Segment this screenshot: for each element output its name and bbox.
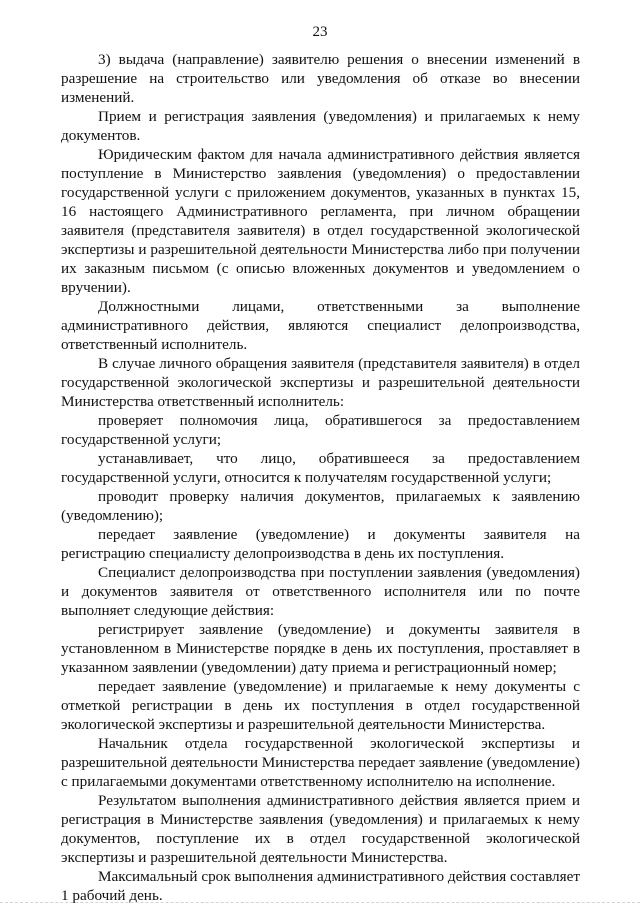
paragraph-check-documents: проводит проверку наличия документов, прилагаемых к заявлению (уведомлению); — [61, 488, 580, 524]
paragraph-department-head: Начальник отдела государственной экологической экспертизы и разрешительной деятельности Министерства передает заявление (уведомление) с прилагаемыми документами ответственному исполнителю на исполнение. — [61, 735, 580, 790]
page-number: 23 — [312, 24, 328, 40]
paragraph-transfers-to-department: передает заявление (уведомление) и прилагаемые к нему документы с отметкой регистрации в день их поступления в отдел государственной экологической экспертизы и разрешительной деятельности Министерства. — [61, 678, 580, 733]
paragraph-max-term: Максимальный срок выполнения административного действия составляет 1 рабочий день. — [61, 868, 580, 904]
paragraph-transfer-registration: передает заявление (уведомление) и документы заявителя на регистрацию специалисту делопроизводства в день их поступления. — [61, 526, 580, 562]
paragraph-decision-issuance: 3) выдача (направление) заявителю решения о внесении изменений в разрешение на строительство или уведомления об отказе во внесении изменений. — [61, 51, 580, 106]
paragraph-legal-fact: Юридическим фактом для начала административного действия является поступление в Министерство заявления (уведомления) о предоставлении государственной услуги с приложением документов, указанных в пунктах 15, 16 настоящего Административного регламента, при личном обращении заявителя (представителя заявителя) в отдел государственной экологической экспертизы и разрешительной деятельности Министерства либо при получении их заказным письмом (с описью вложенных документов и уведомлением о вручении). — [61, 146, 580, 296]
paragraph-responsible-officials: Должностными лицами, ответственными за выполнение административного действия, являются специалист делопроизводства, ответственный исполнитель. — [61, 298, 580, 353]
paragraph-personal-appeal: В случае личного обращения заявителя (представителя заявителя) в отдел государственной экологической экспертизы и разрешительной деятельности Министерства ответственный исполнитель: — [61, 355, 580, 410]
paragraph-establish-recipient: устанавливает, что лицо, обратившееся за предоставлением государственной услуги, относится к получателям государственной услуги; — [61, 450, 580, 486]
paragraph-result: Результатом выполнения административного действия является прием и регистрация в Министерстве заявления (уведомления) и прилагаемых к нему документов, поступление их в отдел государственной экологической экспертизы и разрешительной деятельности Министерства. — [61, 792, 580, 866]
paragraph-registers: регистрирует заявление (уведомление) и документы заявителя в установленном в Министерстве порядке в день их поступления, проставляет в указанном заявлении (уведомлении) дату приема и регистрационный номер; — [61, 621, 580, 676]
paragraph-check-authority: проверяет полномочия лица, обратившегося за предоставлением государственной услуги; — [61, 412, 580, 448]
scan-edge-line — [0, 902, 640, 903]
paragraph-records-specialist: Специалист делопроизводства при поступлении заявления (уведомления) и документов заявителя от ответственного исполнителя или по почте выполняет следующие действия: — [61, 564, 580, 619]
document-body — [61, 50, 580, 905]
paragraph-reception-heading: Прием и регистрация заявления (уведомления) и прилагаемых к нему документов. — [61, 108, 580, 144]
